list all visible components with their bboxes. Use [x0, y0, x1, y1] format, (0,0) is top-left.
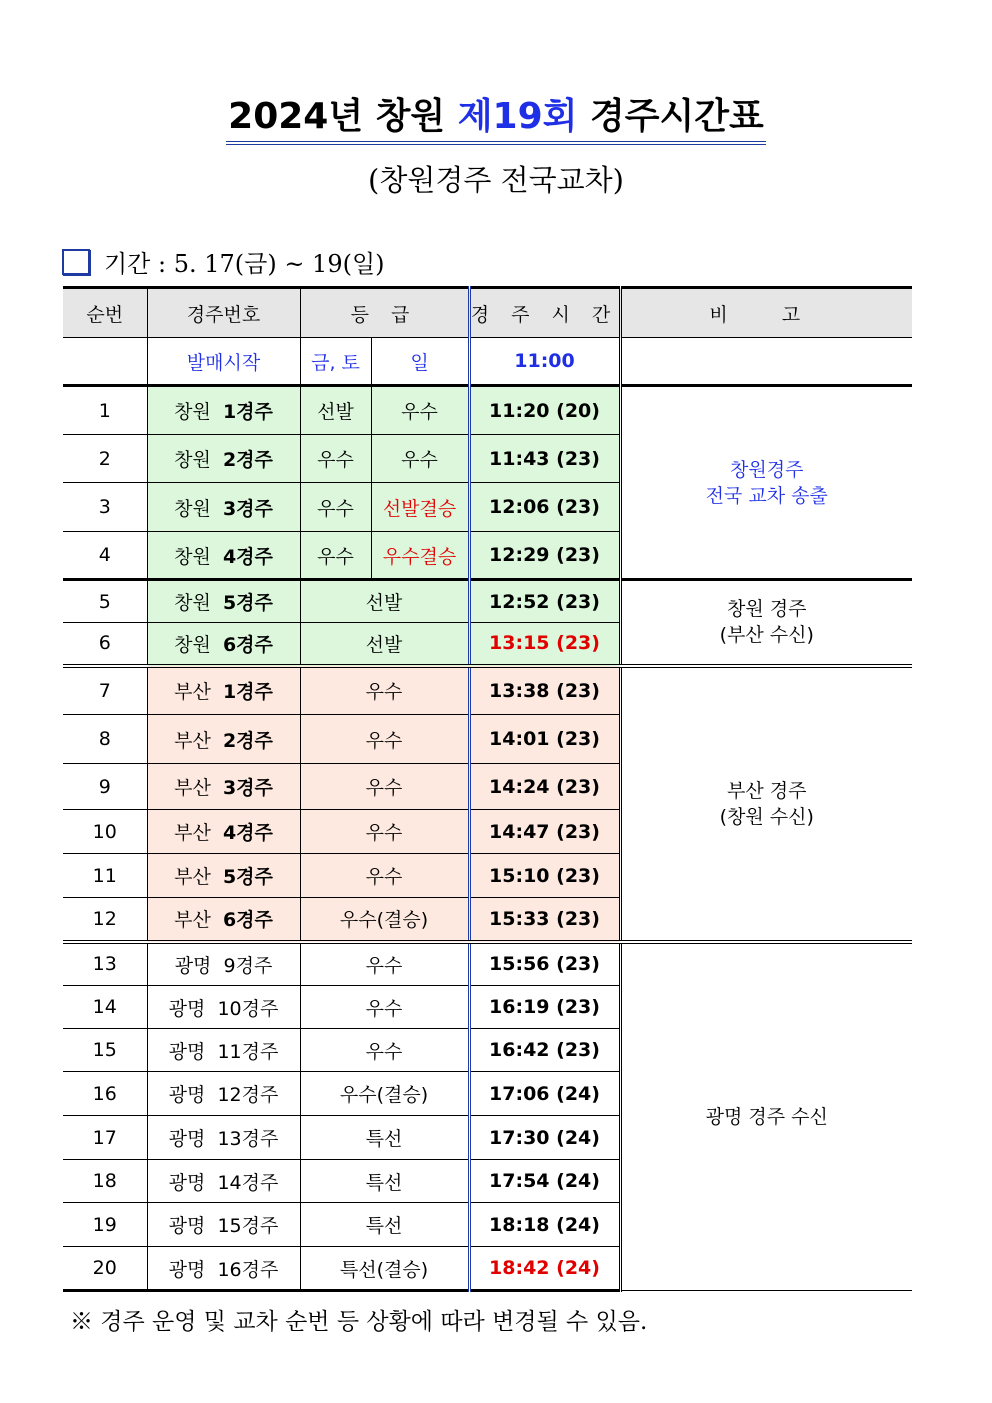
- header-row: [63, 288, 912, 338]
- race-cell: [147, 623, 300, 666]
- race-number: 11경주: [217, 1040, 279, 1063]
- time-count: (20): [556, 399, 600, 422]
- time-count: (23): [556, 728, 600, 750]
- header-time: 경 주 시 간: [469, 288, 620, 338]
- grade-cell: 우수: [300, 764, 469, 810]
- page-title: [226, 95, 766, 145]
- time-count: (23): [556, 820, 600, 843]
- time-value: 16:42: [489, 1039, 550, 1061]
- race-cell: [147, 715, 300, 764]
- note-line: 창원경주: [730, 458, 804, 481]
- race-place: 부산: [174, 729, 211, 752]
- sale-label: 발매시작: [147, 338, 300, 386]
- order-cell: 17: [63, 1116, 147, 1160]
- order-cell: 8: [63, 715, 147, 764]
- order-cell: 13: [63, 942, 147, 986]
- race-number: 12경주: [217, 1084, 279, 1106]
- title-prefix: 2024년 창원: [228, 96, 458, 137]
- table-row: [63, 666, 912, 715]
- grade-fri-sat: 우수: [300, 483, 371, 532]
- time-value: 12:29: [489, 544, 550, 566]
- time-value: 11:43: [489, 447, 550, 470]
- time-value: 12:52: [489, 590, 550, 613]
- time-count: (23): [556, 632, 600, 655]
- grade-fri-sat: 선발: [300, 386, 371, 435]
- race-number: 9경주: [223, 954, 273, 977]
- race-place: 창원: [174, 497, 211, 520]
- race-place: 부산: [174, 681, 211, 704]
- time-count: (24): [556, 1170, 600, 1192]
- time-value: 15:10: [489, 864, 550, 887]
- time-value: 17:30: [489, 1126, 550, 1149]
- race-number: 2경주: [222, 449, 273, 471]
- time-cell: [469, 715, 620, 764]
- time-value: 14:01: [489, 728, 550, 750]
- grade-cell: 선발: [300, 623, 469, 666]
- time-cell: [469, 854, 620, 898]
- note-line: 광명 경주 수신: [705, 1105, 828, 1128]
- race-number: 3경주: [222, 777, 273, 799]
- time-cell: [469, 623, 620, 666]
- grade-cell: 우수: [300, 986, 469, 1029]
- table-row: [63, 386, 912, 435]
- time-cell: [469, 942, 620, 986]
- time-cell: [469, 810, 620, 854]
- time-value: 15:56: [489, 953, 550, 976]
- sale-fri-sat: 금, 토: [300, 338, 371, 386]
- race-number: 3경주: [222, 497, 273, 520]
- grade-cell: 특선: [300, 1116, 469, 1160]
- time-cell: [469, 764, 620, 810]
- time-cell: [469, 1160, 620, 1203]
- grade-cell: 우수(결승): [300, 1072, 469, 1116]
- time-value: 18:42: [489, 1257, 550, 1279]
- grade-cell: 우수: [300, 810, 469, 854]
- time-value: 15:33: [489, 907, 550, 930]
- note-cell-group1: [620, 386, 912, 580]
- race-cell: [147, 580, 300, 623]
- race-cell: [147, 1072, 300, 1116]
- sale-row: [63, 338, 912, 386]
- race-place: 광명: [174, 954, 212, 977]
- race-cell: [147, 942, 300, 986]
- race-number: 14경주: [217, 1171, 279, 1194]
- grade-fri-sat: 우수: [300, 532, 371, 580]
- race-cell: [147, 986, 300, 1029]
- order-cell: 12: [63, 898, 147, 942]
- race-cell: [147, 1247, 300, 1291]
- time-cell: [469, 1116, 620, 1160]
- race-number: 4경주: [222, 545, 273, 568]
- time-cell: [469, 898, 620, 942]
- grade-cell: 특선(결승): [300, 1247, 469, 1291]
- header-order: 순번: [63, 288, 147, 338]
- grade-cell: 우수: [300, 1029, 469, 1072]
- race-place: 광명: [168, 1215, 206, 1237]
- note-line: 창원 경주: [727, 598, 807, 621]
- race-number: 1경주: [222, 401, 273, 423]
- time-value: 16:19: [489, 996, 550, 1018]
- table-row: [63, 942, 912, 986]
- time-value: 12:06: [489, 496, 550, 518]
- time-count: (23): [556, 679, 600, 702]
- race-place: 창원: [174, 401, 211, 423]
- grade-sun: 선발결승: [371, 483, 469, 532]
- race-cell: [147, 386, 300, 435]
- time-cell: [469, 1247, 620, 1291]
- race-cell: [147, 435, 300, 483]
- order-cell: 18: [63, 1160, 147, 1203]
- time-count: (24): [556, 1126, 600, 1149]
- race-cell: [147, 1203, 300, 1247]
- race-place: 광명: [168, 1084, 206, 1106]
- footnote: ※ 경주 운영 및 교차 순번 등 상황에 따라 변경될 수 있음.: [70, 1309, 648, 1335]
- period-text: 기간 : 5. 17(금) ~ 19(일): [104, 250, 385, 278]
- note-line: 전국 교차 송출: [705, 484, 828, 507]
- grade-cell: 우수: [300, 666, 469, 715]
- order-cell: 11: [63, 854, 147, 898]
- race-number: 6경주: [222, 633, 273, 656]
- race-place: 부산: [174, 822, 211, 844]
- race-place: 광명: [168, 1258, 206, 1281]
- race-number: 10경주: [217, 997, 279, 1020]
- race-cell: [147, 854, 300, 898]
- schedule-body: [63, 338, 912, 1291]
- period-line: [62, 244, 385, 279]
- race-number: 5경주: [222, 866, 273, 888]
- race-place: 창원: [174, 545, 211, 568]
- note-cell-group2: [620, 580, 912, 666]
- time-cell: [469, 386, 620, 435]
- race-place: 부산: [174, 777, 211, 799]
- grade-cell: 특선: [300, 1160, 469, 1203]
- checkbox-icon: [62, 249, 90, 275]
- race-place: 창원: [174, 449, 211, 471]
- time-count: (23): [556, 1039, 600, 1061]
- grade-sun: 우수: [371, 386, 469, 435]
- time-value: 17:06: [489, 1082, 550, 1105]
- title-wrap: [0, 95, 992, 145]
- race-number: 16경주: [217, 1258, 279, 1281]
- time-count: (24): [556, 1257, 600, 1279]
- race-cell: [147, 1029, 300, 1072]
- time-value: 17:54: [489, 1170, 550, 1192]
- note-line: 부산 경주: [727, 779, 807, 802]
- race-place: 창원: [174, 633, 211, 656]
- race-cell: [147, 810, 300, 854]
- table-row: [63, 580, 912, 623]
- race-place: 광명: [168, 1171, 206, 1194]
- race-cell: [147, 666, 300, 715]
- grade-cell: 우수(결승): [300, 898, 469, 942]
- time-count: (23): [556, 496, 600, 518]
- race-place: 광명: [168, 1040, 206, 1063]
- grade-cell: 우수: [300, 942, 469, 986]
- order-cell: 4: [63, 532, 147, 580]
- title-suffix: 경주시간표: [577, 96, 764, 137]
- race-number: 1경주: [222, 681, 273, 704]
- title-highlight: 제19회: [457, 96, 578, 137]
- grade-cell: 우수: [300, 854, 469, 898]
- order-cell: 16: [63, 1072, 147, 1116]
- note-cell-group4: [620, 942, 912, 1291]
- race-cell: [147, 898, 300, 942]
- race-number: 15경주: [217, 1215, 279, 1237]
- header-grade: 등 급: [300, 288, 469, 338]
- order-cell: 10: [63, 810, 147, 854]
- grade-fri-sat: 우수: [300, 435, 371, 483]
- order-cell: 15: [63, 1029, 147, 1072]
- race-number: 13경주: [217, 1128, 279, 1150]
- order-cell: 6: [63, 623, 147, 666]
- time-count: (23): [556, 907, 600, 930]
- time-cell: [469, 666, 620, 715]
- race-place: 창원: [174, 592, 211, 614]
- grade-sun: 우수: [371, 435, 469, 483]
- time-count: (23): [556, 544, 600, 566]
- race-cell: [147, 483, 300, 532]
- grade-cell: 선발: [300, 580, 469, 623]
- time-count: (23): [556, 447, 600, 470]
- schedule-table: [63, 286, 912, 1292]
- time-cell: [469, 483, 620, 532]
- time-count: (23): [556, 953, 600, 976]
- order-cell: 19: [63, 1203, 147, 1247]
- time-cell: [469, 435, 620, 483]
- time-count: (23): [556, 590, 600, 613]
- time-cell: [469, 532, 620, 580]
- order-cell: 7: [63, 666, 147, 715]
- note-line: (부산 수신): [719, 624, 814, 647]
- order-cell: 1: [63, 386, 147, 435]
- race-cell: [147, 1160, 300, 1203]
- race-place: 광명: [168, 997, 206, 1020]
- sale-order: [63, 338, 147, 386]
- time-count: (24): [556, 1082, 600, 1105]
- time-count: (24): [556, 1213, 600, 1236]
- race-place: 부산: [174, 866, 211, 888]
- grade-cell: 우수: [300, 715, 469, 764]
- race-place: 광명: [168, 1128, 206, 1150]
- order-cell: 5: [63, 580, 147, 623]
- race-number: 4경주: [222, 822, 273, 844]
- time-cell: [469, 986, 620, 1029]
- time-value: 14:47: [489, 820, 550, 843]
- time-value: 13:38: [489, 679, 550, 702]
- race-number: 6경주: [222, 909, 273, 932]
- page-subtitle: (창원경주 전국교차): [368, 163, 624, 197]
- order-cell: 3: [63, 483, 147, 532]
- sale-sun: 일: [371, 338, 469, 386]
- time-value: 11:20: [489, 399, 550, 422]
- race-cell: [147, 1116, 300, 1160]
- order-cell: 9: [63, 764, 147, 810]
- race-number: 5경주: [222, 592, 273, 614]
- time-value: 13:15: [489, 632, 550, 655]
- header-note: 비 고: [620, 288, 912, 338]
- time-value: 18:18: [489, 1213, 550, 1236]
- order-cell: 20: [63, 1247, 147, 1291]
- order-cell: 14: [63, 986, 147, 1029]
- sale-note: [620, 338, 912, 386]
- grade-cell: 특선: [300, 1203, 469, 1247]
- header-race: 경주번호: [147, 288, 300, 338]
- time-count: (23): [556, 775, 600, 798]
- time-count: (23): [556, 864, 600, 887]
- race-cell: [147, 532, 300, 580]
- time-cell: [469, 1029, 620, 1072]
- sale-time: 11:00: [469, 338, 620, 386]
- time-count: (23): [556, 996, 600, 1018]
- time-cell: [469, 1203, 620, 1247]
- note-cell-group3: [620, 666, 912, 942]
- grade-sun: 우수결승: [371, 532, 469, 580]
- time-value: 14:24: [489, 775, 550, 798]
- time-cell: [469, 1072, 620, 1116]
- race-number: 2경주: [222, 729, 273, 752]
- time-cell: [469, 580, 620, 623]
- race-cell: [147, 764, 300, 810]
- race-place: 부산: [174, 909, 211, 932]
- note-line: (창원 수신): [719, 805, 814, 828]
- order-cell: 2: [63, 435, 147, 483]
